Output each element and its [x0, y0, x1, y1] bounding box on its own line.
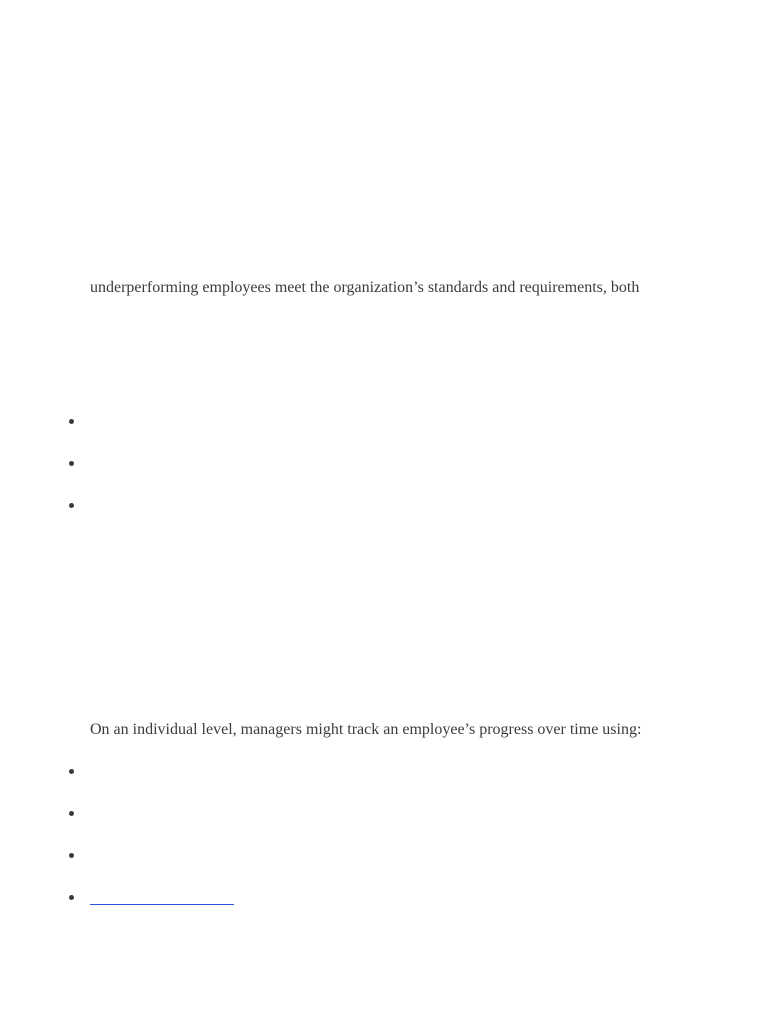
bullet-dot-icon [69, 769, 74, 774]
paragraph-underperforming: underperforming employees meet the organization’s standards and requirements, both [90, 279, 640, 296]
bullet-dot-icon [69, 811, 74, 816]
list-item [66, 761, 76, 781]
list-item [66, 887, 76, 907]
bullet-dot-icon [69, 853, 74, 858]
list-item [66, 453, 76, 473]
bullet-dot-icon [69, 895, 74, 900]
bullet-dot-icon [69, 503, 74, 508]
bullet-dot-icon [69, 419, 74, 424]
bullet-dot-icon [69, 461, 74, 466]
list-item [66, 495, 76, 515]
list-item [66, 845, 76, 865]
paragraph-individual-level: On an individual level, managers might track an employee’s progress over time using: [90, 721, 642, 738]
list-item-link[interactable] [90, 886, 234, 905]
list-item [66, 803, 76, 823]
list-item [66, 411, 76, 431]
